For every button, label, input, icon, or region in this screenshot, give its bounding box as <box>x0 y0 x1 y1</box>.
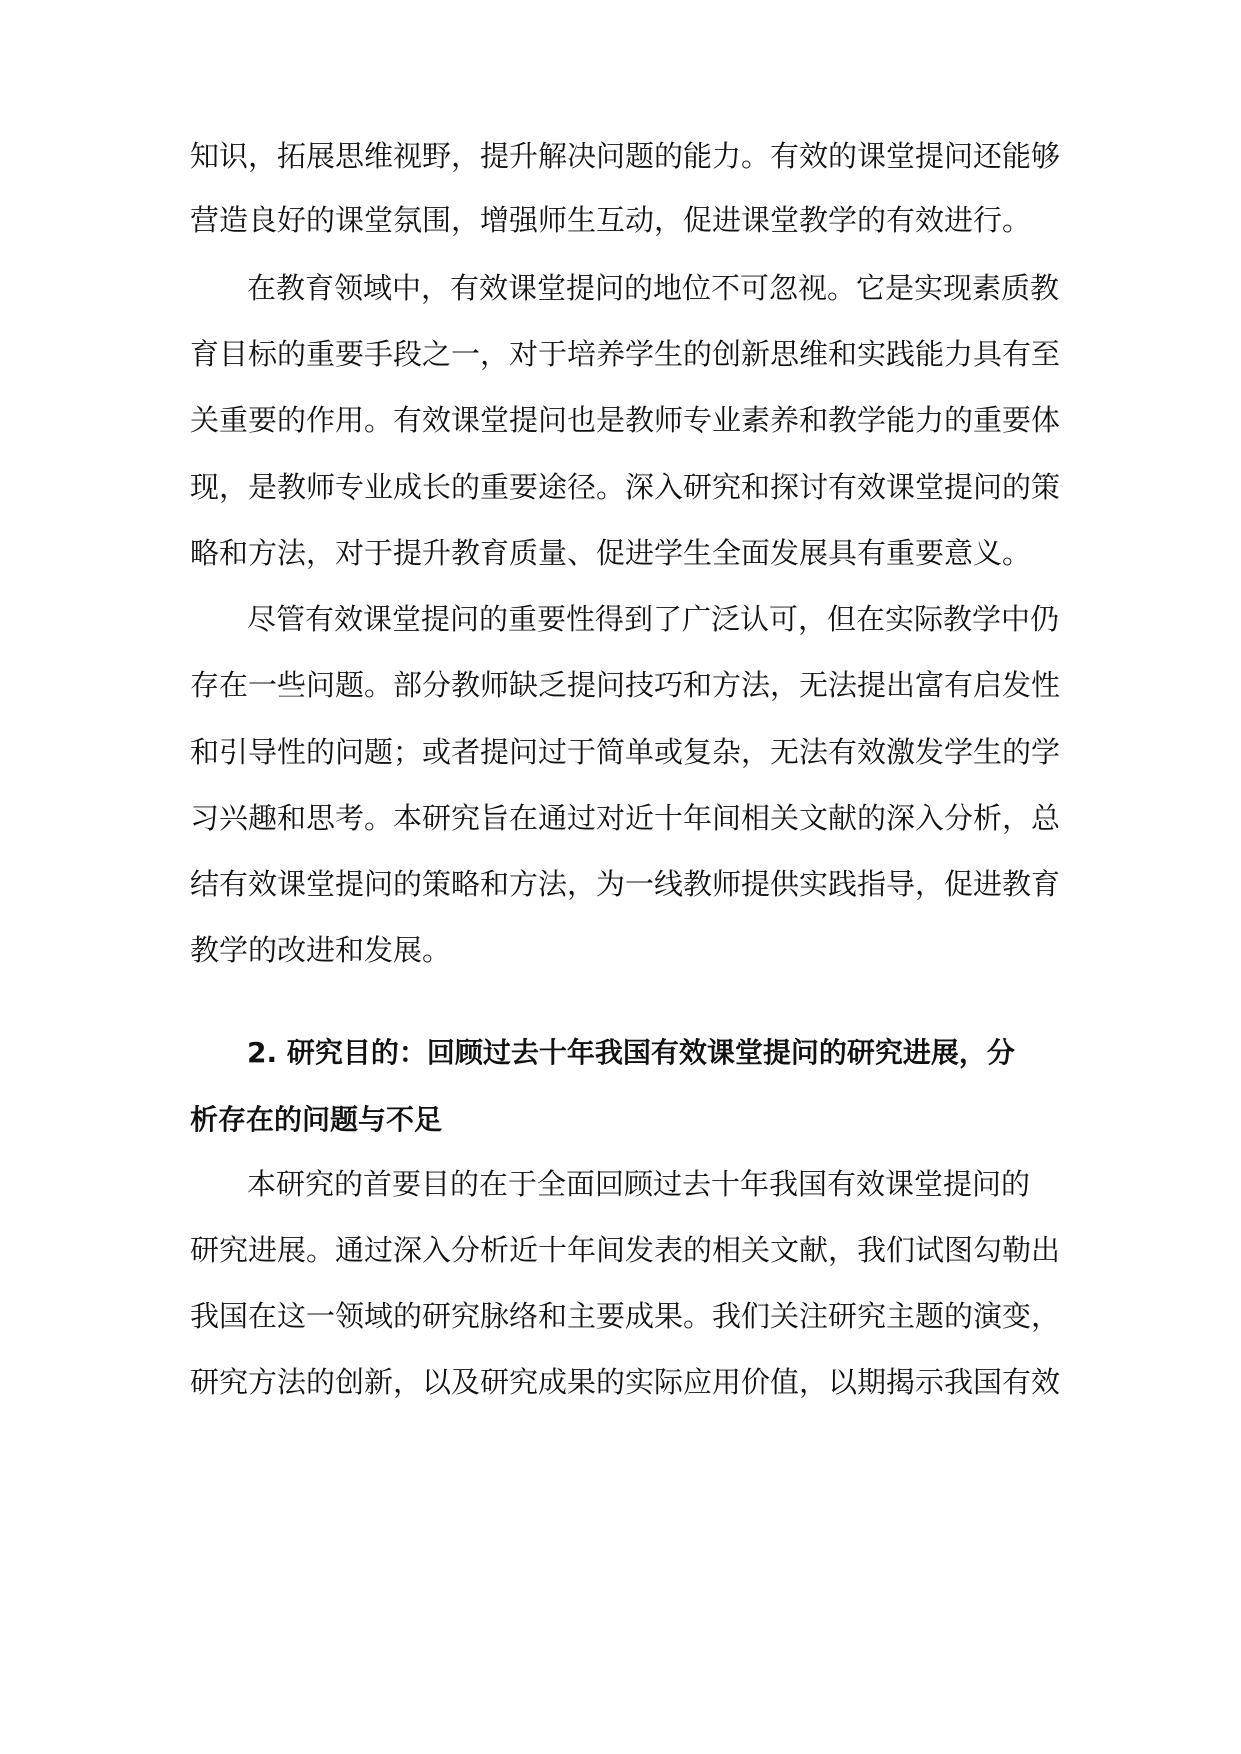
paragraph-2-line-2: 育目标的重要手段之一，对于培养学生的创新思维和实践能力具有至 <box>190 337 1061 371</box>
paragraph-4-line-4: 研究方法的创新，以及研究成果的实际应用价值，以期揭示我国有效 <box>190 1365 1061 1399</box>
paragraph-3-line-4: 习兴趣和思考。本研究旨在通过对近十年间相关文献的深入分析，总 <box>190 801 1061 835</box>
section-heading-line-1: 2. 研究目的：回顾过去十年我国有效课堂提问的研究进展，分 <box>247 1036 1015 1069</box>
paragraph-3-line-3: 和引导性的问题；或者提问过于简单或复杂，无法有效激发学生的学 <box>190 735 1061 769</box>
paragraph-3-line-5: 结有效课堂提问的策略和方法，为一线教师提供实践指导，促进教育 <box>190 867 1061 901</box>
section-heading-line-2: 析存在的问题与不足 <box>190 1103 443 1136</box>
paragraph-4-line-2: 研究进展。通过深入分析近十年间发表的相关文献，我们试图勾勒出 <box>190 1233 1061 1267</box>
paragraph-2-line-3: 关重要的作用。有效课堂提问也是教师专业素养和教学能力的重要体 <box>190 403 1061 437</box>
paragraph-4-line-1: 本研究的首要目的在于全面回顾过去十年我国有效课堂提问的 <box>247 1167 1031 1201</box>
paragraph-4-line-3: 我国在这一领域的研究脉络和主要成果。我们关注研究主题的演变， <box>190 1299 1061 1333</box>
paragraph-3-line-2: 存在一些问题。部分教师缺乏提问技巧和方法，无法提出富有启发性 <box>190 668 1061 702</box>
paragraph-1-line-2: 营造良好的课堂氛围，增强师生互动，促进课堂教学的有效进行。 <box>190 203 1032 237</box>
paragraph-2-line-4: 现，是教师专业成长的重要途径。深入研究和探讨有效课堂提问的策 <box>190 470 1061 504</box>
paragraph-2-line-5: 略和方法，对于提升教育质量、促进学生全面发展具有重要意义。 <box>190 536 1032 570</box>
paragraph-3-line-1: 尽管有效课堂提问的重要性得到了广泛认可，但在实际教学中仍 <box>247 602 1060 636</box>
paragraph-1-line-1: 知识，拓展思维视野，提升解决问题的能力。有效的课堂提问还能够 <box>190 139 1061 173</box>
paragraph-3-line-6: 教学的改进和发展。 <box>190 933 452 967</box>
paragraph-2-line-1: 在教育领域中，有效课堂提问的地位不可忽视。它是实现素质教 <box>247 271 1060 305</box>
